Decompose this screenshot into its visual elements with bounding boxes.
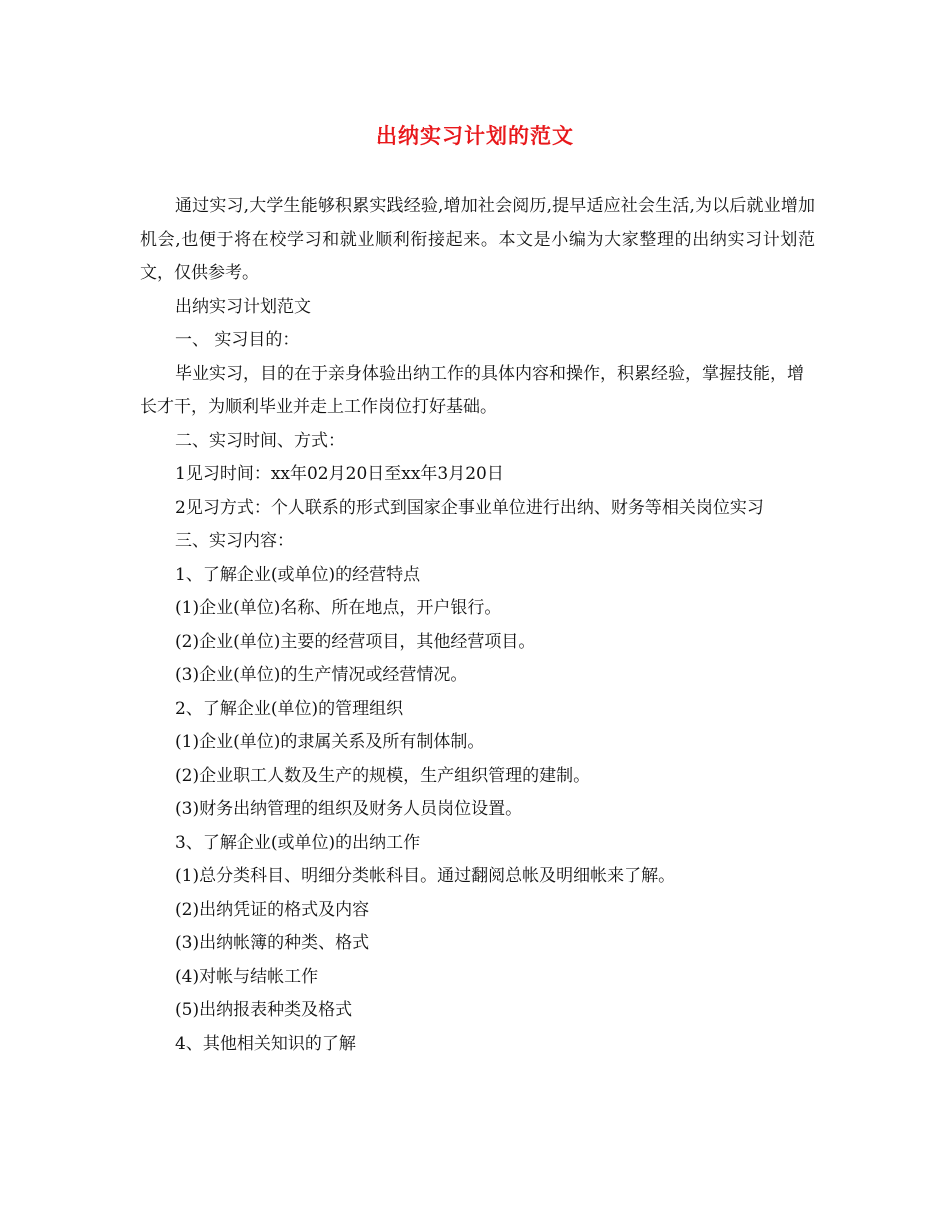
list-item: 3、了解企业(或单位)的出纳工作 <box>175 832 421 853</box>
list-item: (3)出纳帐簿的种类、格式 <box>175 933 370 953</box>
section-heading-content: 三、实习内容： <box>175 531 294 551</box>
purpose-paragraph: 毕业实习，目的在于亲身体验出纳工作的具体内容和操作，积累经验，掌握技能，增长才干，为顺利毕业并走上工作岗位打好基础。 <box>140 363 804 417</box>
list-item: 1、了解企业(或单位)的经营特点 <box>175 564 421 585</box>
section-heading-plan: 出纳实习计划范文 <box>175 296 311 317</box>
list-item: (2)出纳凭证的格式及内容 <box>175 899 370 920</box>
list-item: (1)企业(单位)名称、所在地点，开户银行。 <box>175 598 502 618</box>
list-item: 1见习时间：xx年02月20日至xx年3月20日 <box>175 464 504 484</box>
list-item: (3)企业(单位)的生产情况或经营情况。 <box>175 665 468 685</box>
list-item: (5)出纳报表种类及格式 <box>175 1000 353 1020</box>
list-item: 4、其他相关知识的了解 <box>175 1033 356 1054</box>
list-item: (2)企业职工人数及生产的规模，生产组织管理的建制。 <box>175 765 591 786</box>
list-item: (1)企业(单位)的隶属关系及所有制体制。 <box>175 732 485 752</box>
section-heading-time: 二、实习时间、方式： <box>175 430 345 451</box>
list-item: 2、了解企业(单位)的管理组织 <box>175 698 404 719</box>
list-item: (4)对帐与结帐工作 <box>175 966 319 987</box>
list-item: (1)总分类科目、明细分类帐科目。通过翻阅总帐及明细帐来了解。 <box>175 866 676 886</box>
section-heading-purpose: 一、 实习目的： <box>175 330 300 350</box>
list-item: (2)企业(单位)主要的经营项目，其他经营项目。 <box>175 631 536 652</box>
document-title: 出纳实习计划的范文 <box>376 123 574 148</box>
intro-paragraph: 通过实习,大学生能够积累实践经验,增加社会阅历,提早适应社会生活,为以后就业增加机会,也便于将在校学习和就业顺利衔接起来。本文是小编为大家整理的出纳实习计划范文，仅供参考。 <box>140 196 815 283</box>
document-body <box>140 190 815 1061</box>
list-item: 2见习方式：个人联系的形式到国家企事业单位进行出纳、财务等相关岗位实习 <box>175 497 764 518</box>
list-item: (3)财务出纳管理的组织及财务人员岗位设置。 <box>175 799 523 819</box>
